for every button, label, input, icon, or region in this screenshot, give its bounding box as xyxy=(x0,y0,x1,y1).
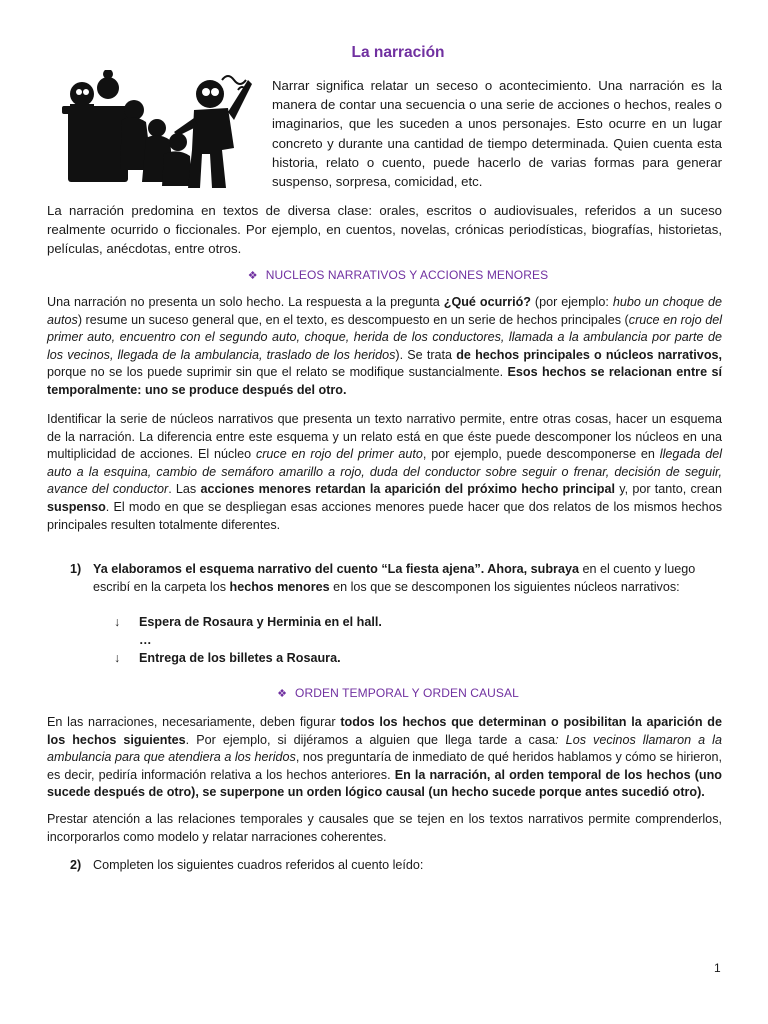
paragraph-narration-types: La narración predomina en textos de diversa clase: orales, escritos o audiovisuales, referidos a un suceso realmente ocurrido o ficcionales. Por ejemplo, en cuentos, novelas, crónicas periodísticas, biografías, historietas, películas, anécdotas, entre otros. xyxy=(47,203,722,257)
page-title: La narración xyxy=(351,44,445,61)
paragraph-acciones-menores: Identificar la serie de núcleos narrativos que presenta un texto narrativo permite, entre otras cosas, hacer un esquema de la narración. La diferencia entre este esquema y un relato está en que éste puede descomponer los núcleos en una multiplicidad de acciones. El núcleo cruce en rojo del primer auto, por ejemplo, puede descomponerse en llegada del auto a la esquina, cambio de semáforo amarillo a rojo, duda del conductor sobre seguir o frenar, decisión de seguir, avance del conductor. Las acciones menores retardan la aparición del próximo hecho principal y, por tanto, crean suspenso. El modo en que se despliegan esas acciones menores puede hacer que dos relatos de los mismos hechos principales resulten totalmente diferentes. xyxy=(47,412,723,532)
document-page: La narración Narrar significa relatar un seceso o acontecimiento. Una narración es la manera de contar una secuencia o una serie de acciones o hechos, reales o imaginarios, que les suceden a unos personajes. Esto ocurre en un lugar concreto y durante una cantidad de tiempo determinada. Quien cuenta esta historia, relato o cuento, puede hacerlo de varias formas para generar suspenso, sorpresa, comicidad, etc. La narración predomina en textos de diversa clase: orales, escritos o audiovisuales, referidos a un suceso realmente ocurrido o ficcionales. Por ejemplo, en cuentos, novelas, crónicas periodísticas, biografías, historietas, películas, anécdotas, entre otros. ❖ NUCLEOS NARRATIVOS Y ACCIONES MENORES Una narración no presenta un solo hecho. La respuesta a la pregunta ¿Qué ocurrió? (por ejemplo: hubo un choque de autos) resume un suceso general que, en el texto, es descompuesto en un serie de hechos principales (cruce en rojo del primer auto, encuentro con el segundo auto, choque, herida de los conductores, llamada a la ambulancia por parte de los vecinos, llegada de la ambulancia, traslado de los heridos). Se trata de hechos principales o núcleos narrativos, porque no se los puede suprimir sin que el relato se modifique sustancialmente. Esos hechos se relacionan entre sí temporalmente: uno se produce después del otro. Identificar la serie de núcleos narrativos que presenta un texto narrativo permite, entre otras cosas, hacer un esquema de la narración. La diferencia entre este esquema y un relato está en que éste puede descomponer los núcleos en una multiplicidad de acciones. El núcleo cruce en rojo del primer auto, por ejemplo, puede descomponerse en llegada del auto a la esquina, cambio de semáforo amarillo a rojo, duda del conductor sobre seguir o frenar, decisión de seguir, avance del conductor. Las acciones menores retardan la aparición del próximo hecho principal y, por tanto, crean suspenso. El modo en que se despliegan esas acciones menores puede hacer que dos relatos de los mismos hechos principales resulten totalmente diferentes. 1) Ya elaboramos el esquema narrativo del cuento “La fiesta ajena”. Ahora, subraya en el cuento y luego escribí en la carpeta los hechos menores en los que se descomponen los siguientes núcleos narrativos: ↓ Espera de Rosaura y Herminia en el hall. … ↓ Entrega de los billetes a Rosaura. ❖ ORDEN TEMPORAL Y ORDEN CAUSAL En las narraciones, necesariamente, deben figurar todos los hechos que determinan o posibilitan la aparición de los hechos siguientes. Por ejemplo, si dijéramos a alguien que llega tarde a casa: Los vecinos llamaron a la ambulancia para que atendiera a los heridos, nos preguntaría de inmediato de qué heridos hablamos y cómo se hirieron, es decir, pediría información relativa a los hechos anteriores. En la narración, al orden temporal de los hechos (uno sucede después de otro), se superpone un orden lógico causal (un hecho sucede porque antes sucedió otro). Prestar atención a las relaciones temporales y causales que se tejen en los textos narrativos permite comprenderlos, incorporarlos como modelo y relatar narraciones coherentes. 2) Completen los siguientes cuadros referidos al cuento leído: 1 xyxy=(0,0,768,1024)
intro-paragraph: Narrar significa relatar un seceso o acontecimiento. Una narración es la manera de contar una secuencia o una serie de acciones o hechos, reales o imaginarios, que les suceden a unos personajes. Esto ocurre en un lugar concreto y durante una cantidad de tiempo determinada. Quien cuenta esta historia, relato o cuento, puede hacerlo de varias formas para generar suspenso, sorpresa, comicidad, etc. xyxy=(272,78,722,190)
section-heading-text: ORDEN TEMPORAL Y ORDEN CAUSAL xyxy=(295,686,519,700)
section-heading-nucleos xyxy=(0,268,768,282)
diamond-bullet-icon: ❖ xyxy=(247,270,258,282)
question-number: 1) xyxy=(70,562,82,576)
paragraph-relaciones: Prestar atención a las relaciones temporales y causales que se tejen en los textos narrativos permite comprenderlos, incorporarlos como modelo y relatar narraciones coherentes. xyxy=(47,812,722,844)
section-heading-orden xyxy=(0,686,768,700)
down-arrow-icon: ↓ xyxy=(114,615,121,629)
question-text: Completen los siguientes cuadros referidos al cuento leído: xyxy=(93,858,424,872)
down-arrow-icon: ↓ xyxy=(114,651,121,665)
question-text: Ya elaboramos el esquema narrativo del cuento “La fiesta ajena”. Ahora, subraya en el cuento y luego escribí en la carpeta los hechos menores en los que se descomponen los siguientes núcleos narrativos: xyxy=(93,562,696,594)
section-heading-text: NUCLEOS NARRATIVOS Y ACCIONES MENORES xyxy=(265,268,549,282)
paragraph-orden-causal: En las narraciones, necesariamente, deben figurar todos los hechos que determinan o posibilitan la aparición de los hechos siguientes. Por ejemplo, si dijéramos a alguien que llega tarde a casa: Los vecinos llamaron a la ambulancia para que atendiera a los heridos, nos preguntaría de inmediato de qué heridos hablamos y cómo se hirieron, es decir, pediría información relativa a los hechos anteriores. En la narración, al orden temporal de los hechos (uno sucede después de otro), se superpone un orden lógico causal (un hecho sucede porque antes sucedió otro). xyxy=(47,715,723,800)
diamond-bullet-icon: ❖ xyxy=(277,688,288,700)
paragraph-nucleos: Una narración no presenta un solo hecho. La respuesta a la pregunta ¿Qué ocurrió? (por ejemplo: hubo un choque de autos) resume un suceso general que, en el texto, es descompuesto en un serie de hechos principales (cruce en rojo del primer auto, encuentro con el segundo auto, choque, herida de los conductores, llamada a la ambulancia por parte de los vecinos, llegada de la ambulancia, traslado de los heridos). Se trata de hechos principales o núcleos narrativos, porque no se los puede suprimir sin que el relato se modifique sustancialmente. Esos hechos se relacionan entre sí temporalmente: uno se produce después del otro. xyxy=(47,295,723,397)
question-number: 2) xyxy=(70,858,82,872)
page-number: 1 xyxy=(714,961,721,975)
silhouette-illustration xyxy=(62,70,254,190)
